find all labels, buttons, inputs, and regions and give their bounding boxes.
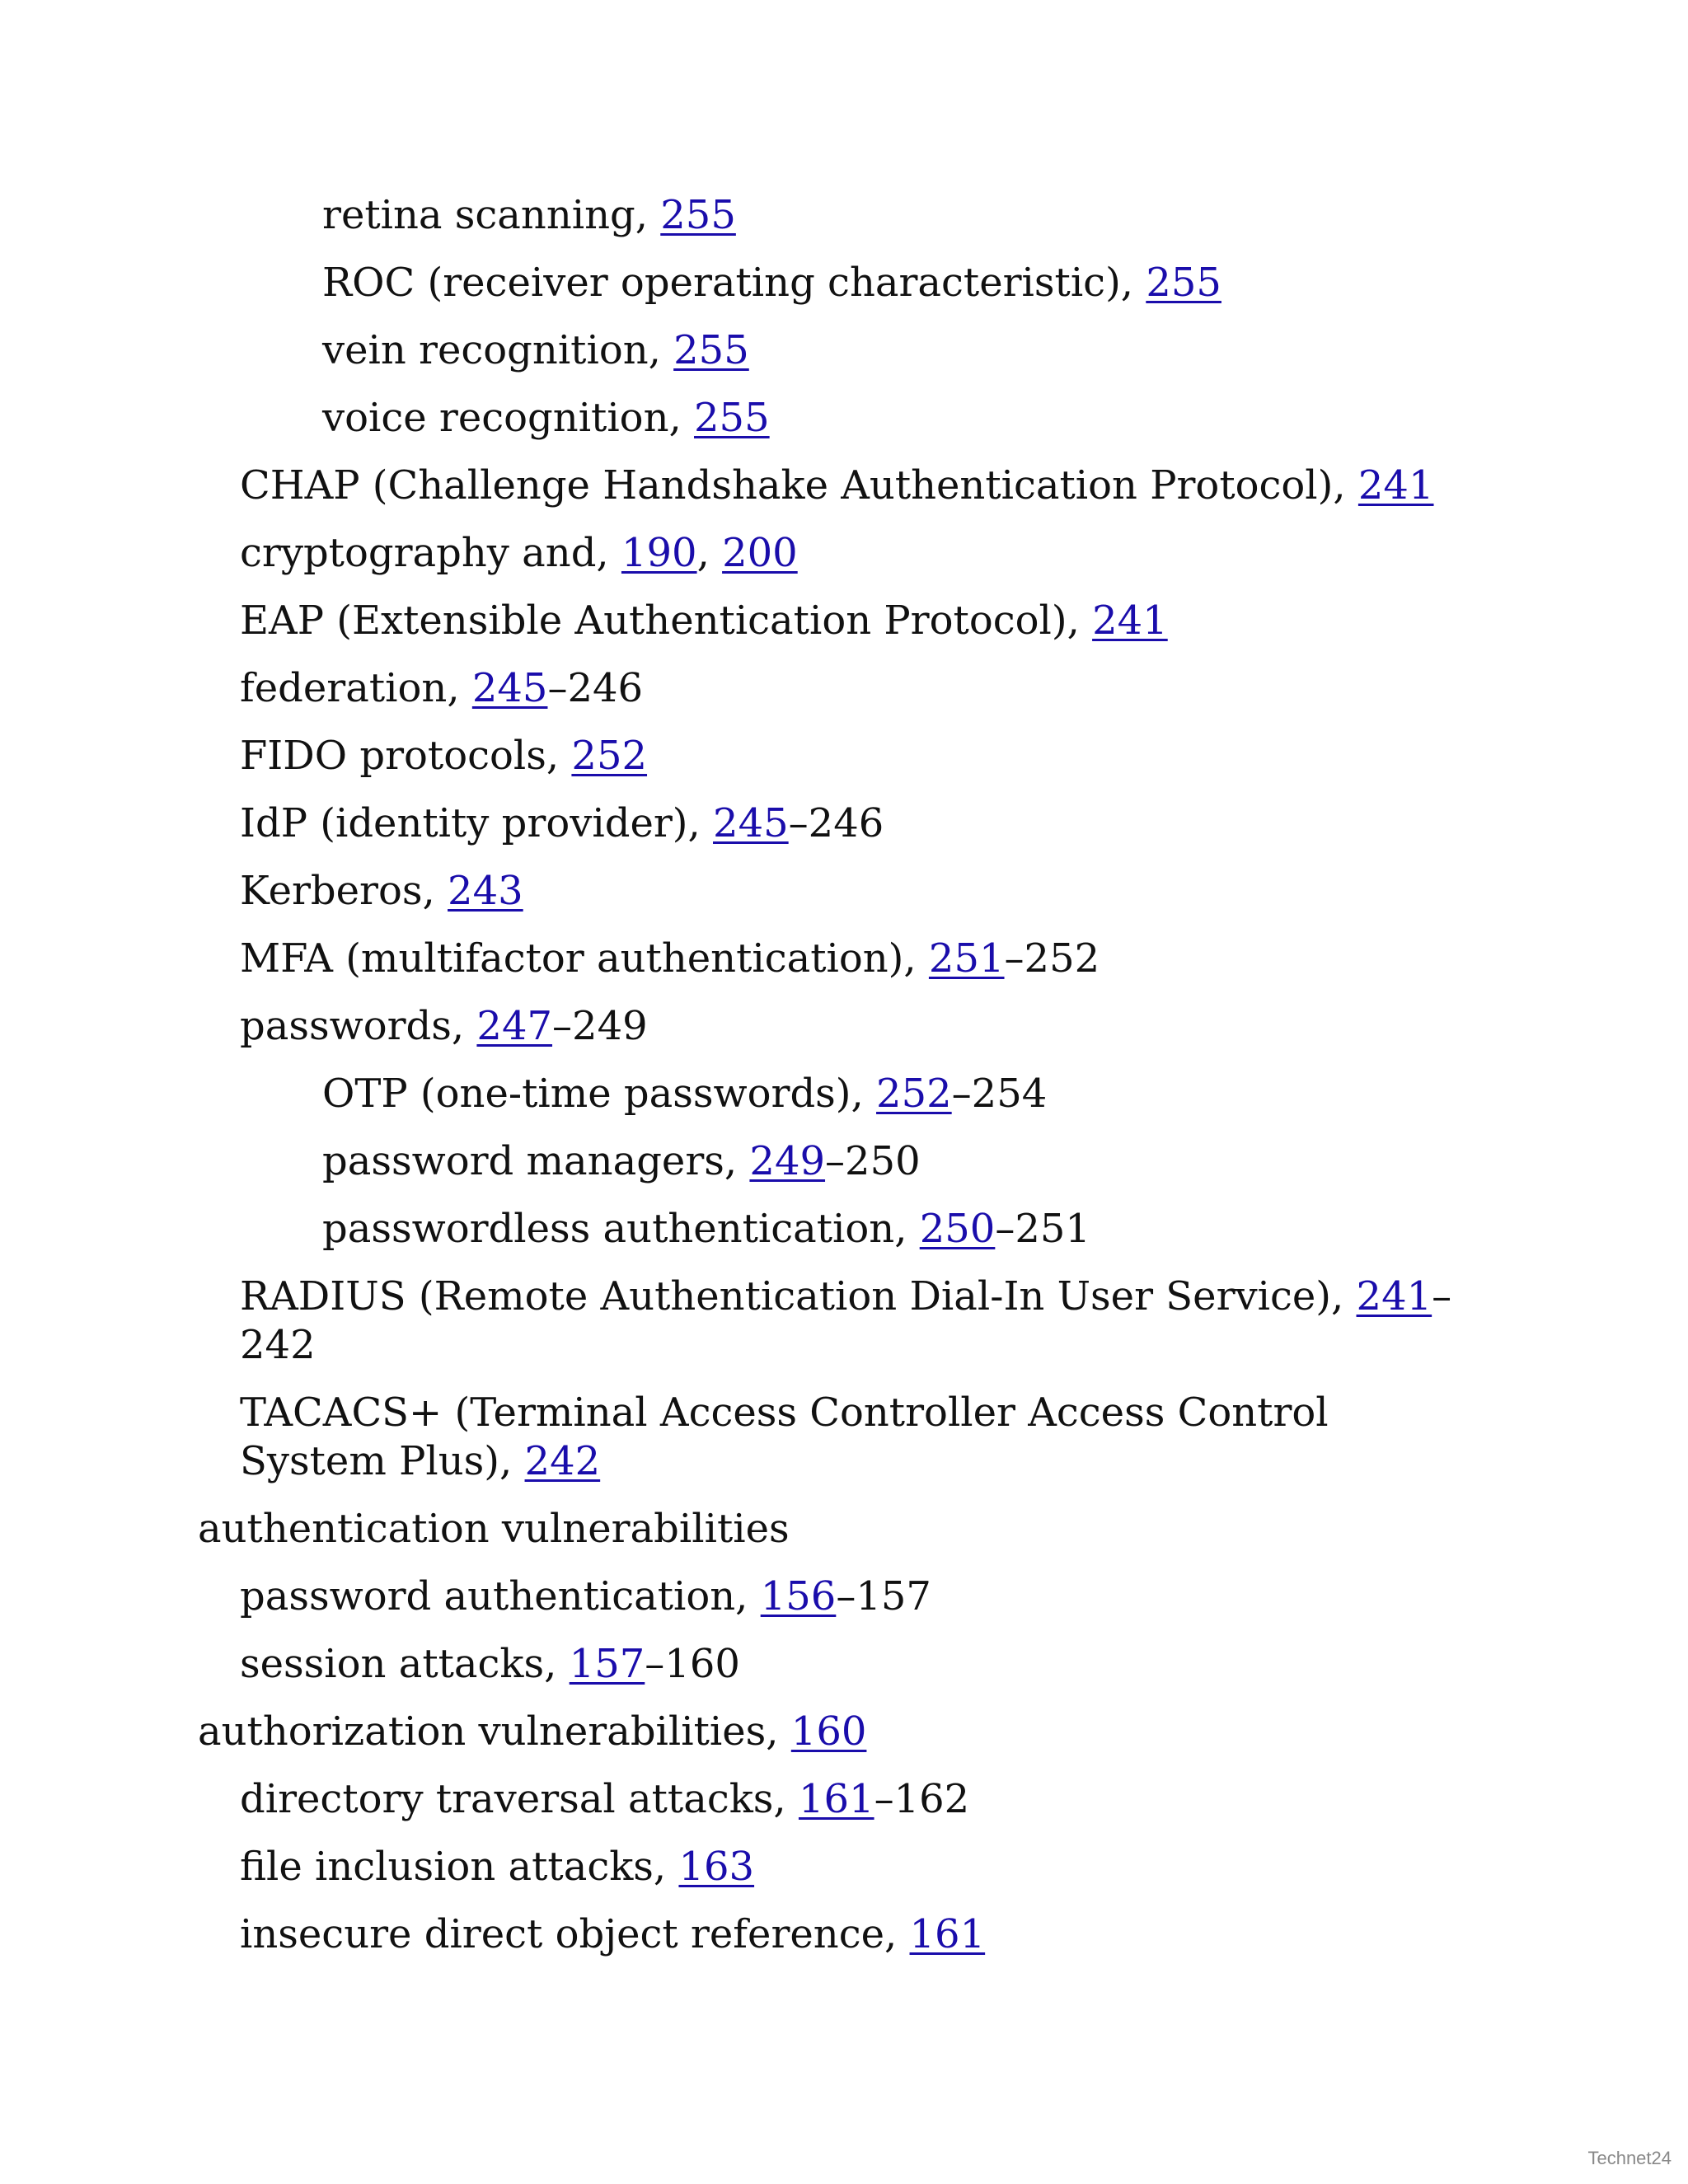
page-link[interactable]: 255 [694, 395, 770, 441]
page-link[interactable]: 252 [571, 733, 648, 779]
index-term: file inclusion attacks, [240, 1844, 679, 1890]
page-link[interactable]: 245 [713, 800, 789, 846]
index-entry [240, 1843, 1484, 1891]
index-term: EAP (Extensible Authentication Protocol), [240, 598, 1093, 644]
page-link[interactable]: 160 [790, 1708, 867, 1755]
index-entry [322, 1137, 1484, 1186]
index-term: passwordless authentication, [322, 1206, 920, 1252]
page-range-text: –162 [874, 1776, 970, 1822]
page-link[interactable]: 247 [476, 1003, 553, 1049]
index-entry [322, 394, 1484, 443]
index-term: vein recognition, [322, 327, 674, 373]
page-link[interactable]: 161 [909, 1911, 986, 1957]
index-entry [240, 1002, 1484, 1051]
page-link[interactable]: 241 [1092, 598, 1168, 644]
index-entry [240, 1775, 1484, 1824]
page-range-text: –242 [240, 1273, 1452, 1368]
index-term: IdP (identity provider), [240, 800, 714, 846]
index-entry [240, 1272, 1484, 1370]
page-link[interactable]: 251 [928, 935, 1005, 982]
index-term: authorization vulnerabilities, [198, 1708, 791, 1755]
page-link[interactable]: 243 [448, 868, 523, 914]
page-link[interactable]: 156 [760, 1573, 837, 1619]
index-term: MFA (multifactor authentication), [240, 935, 929, 982]
index-entry [198, 1708, 1484, 1756]
page-link[interactable]: 163 [678, 1844, 755, 1890]
index-entry [322, 1205, 1484, 1254]
index-entry [240, 664, 1484, 713]
page-link[interactable]: 250 [919, 1206, 996, 1252]
page-link[interactable]: 255 [673, 327, 749, 373]
index-term: OTP (one-time passwords), [322, 1071, 877, 1117]
page-range-text: , [696, 530, 723, 576]
page-range-text: –254 [951, 1071, 1048, 1117]
index-entry [240, 799, 1484, 848]
index-entry [240, 732, 1484, 780]
index-entry [240, 1572, 1484, 1621]
index-entry [240, 1389, 1484, 1486]
index-entry [322, 259, 1484, 307]
index-entry [240, 1910, 1484, 1959]
index-entry [240, 597, 1484, 645]
index-term: CHAP (Challenge Handshake Authentication Protocol), [240, 462, 1358, 509]
page-range-text: –250 [825, 1138, 921, 1184]
index-term: password authentication, [240, 1573, 761, 1619]
page-link[interactable]: 249 [749, 1138, 826, 1184]
index-entry-list [0, 191, 1688, 1978]
index-term: directory traversal attacks, [240, 1776, 799, 1822]
index-entry [240, 935, 1484, 983]
page-range-text: –251 [995, 1206, 1090, 1252]
index-term: FIDO protocols, [240, 733, 572, 779]
index-term: federation, [240, 665, 472, 711]
index-entry [322, 191, 1484, 240]
index-entry [198, 1505, 1484, 1554]
index-term: authentication vulnerabilities [198, 1506, 790, 1552]
index-term: session attacks, [240, 1641, 570, 1687]
page-link[interactable]: 255 [660, 192, 736, 238]
page-link[interactable]: 255 [1146, 260, 1221, 306]
page-link[interactable]: 190 [621, 530, 697, 576]
page-link[interactable]: 200 [722, 530, 798, 576]
page-range-text: –249 [552, 1003, 648, 1049]
index-entry [240, 1640, 1484, 1689]
page-range-text: –160 [645, 1641, 740, 1687]
index-term: TACACS+ (Terminal Access Controller Access Control System Plus), [240, 1390, 1329, 1484]
page-link[interactable]: 242 [524, 1438, 601, 1484]
page-range-text: –252 [1004, 935, 1100, 982]
page-link[interactable]: 241 [1357, 462, 1434, 509]
page-link[interactable]: 252 [876, 1071, 952, 1117]
page-range-text: –246 [547, 665, 644, 711]
index-term: cryptography and, [240, 530, 621, 576]
page-link[interactable]: 245 [471, 665, 548, 711]
index-entry [240, 462, 1484, 510]
index-entry [322, 1070, 1484, 1118]
page-range-text: –246 [788, 800, 884, 846]
page-range-text: –157 [836, 1573, 931, 1619]
page-link[interactable]: 161 [798, 1776, 874, 1822]
index-entry [240, 867, 1484, 916]
index-entry [240, 529, 1484, 578]
index-term: insecure direct object reference, [240, 1911, 910, 1957]
page-link[interactable]: 241 [1356, 1273, 1432, 1319]
index-term: ROC (receiver operating characteristic), [322, 260, 1146, 306]
watermark: Technet24 [1587, 2148, 1672, 2168]
index-entry [322, 326, 1484, 375]
page-link[interactable]: 157 [569, 1641, 645, 1687]
index-term: Kerberos, [240, 868, 448, 914]
index-term: voice recognition, [322, 395, 695, 441]
index-term: RADIUS (Remote Authentication Dial-In User Service), [240, 1273, 1357, 1319]
index-term: passwords, [240, 1003, 477, 1049]
index-term: retina scanning, [322, 192, 661, 238]
index-term: password managers, [322, 1138, 750, 1184]
